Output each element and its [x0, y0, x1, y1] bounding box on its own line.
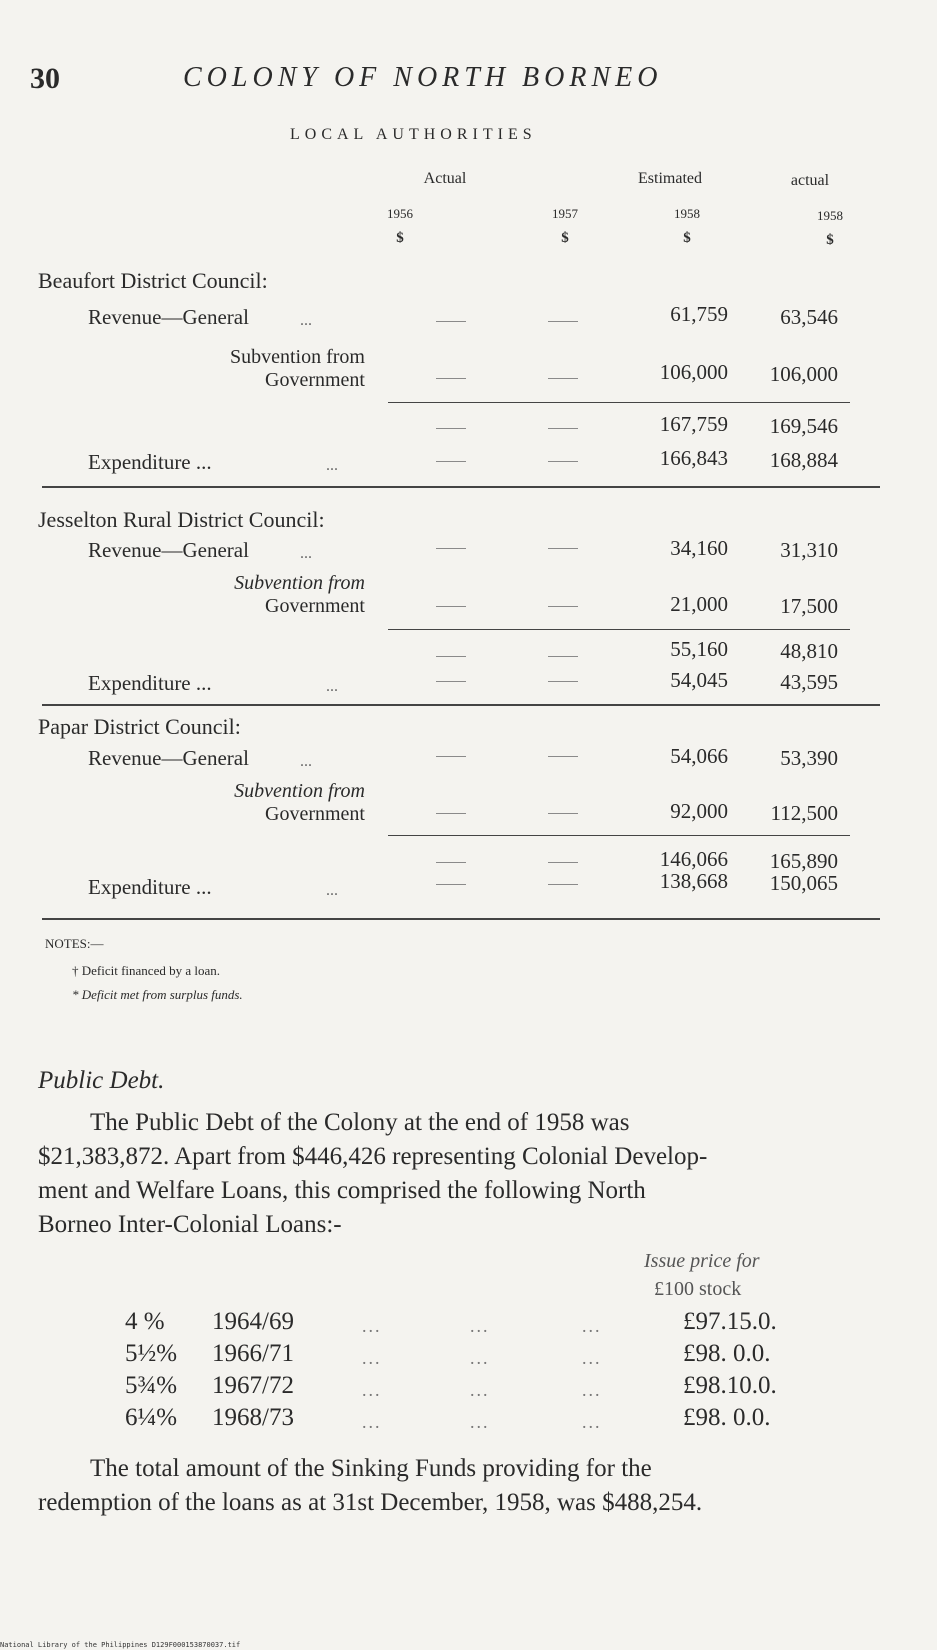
column-group-estimated: Estimated [638, 170, 702, 187]
dash-1956 [436, 813, 466, 814]
loan-years: 1967/72 [212, 1372, 294, 1399]
subvention-line2: Government [265, 595, 365, 617]
dash-1956 [436, 606, 466, 607]
dash-1956 [436, 884, 466, 885]
public-debt-heading: Public Debt. [38, 1067, 165, 1094]
loan-price: £98. 0.0. [683, 1404, 771, 1431]
dash-1956 [436, 428, 466, 429]
loan-years: 1966/71 [212, 1340, 294, 1367]
loan-price: £98.10.0. [683, 1372, 777, 1399]
section-rule [42, 486, 880, 488]
loan-years: 1968/73 [212, 1404, 294, 1431]
paragraph-line: The Public Debt of the Colony at the end of 1958 was [90, 1109, 630, 1136]
subvention-1958-estimated: 92,000 [670, 799, 728, 823]
subtotal-rule [388, 835, 850, 836]
subvention-line1: Subvention from [230, 346, 365, 368]
expenditure-label: Expenditure ... [88, 875, 212, 899]
subvention-1958-actual: 112,500 [770, 801, 838, 825]
total-1958-estimated: 167,759 [659, 412, 728, 436]
leader-dots: ... [582, 1412, 602, 1432]
loan-price: £98. 0.0. [683, 1340, 771, 1367]
leader-dots: ... [470, 1316, 490, 1336]
council-name: Papar District Council: [38, 714, 241, 739]
dash-1957 [548, 461, 578, 462]
subtotal-rule [388, 402, 850, 403]
year-1956: 1956 [387, 206, 413, 221]
leader-dots: ... [362, 1380, 382, 1400]
dash-1957 [548, 681, 578, 682]
dash-1957 [548, 756, 578, 757]
loan-rate: 5¾% [125, 1372, 178, 1399]
expenditure-label: Expenditure ... [88, 671, 212, 695]
section-rule [42, 918, 880, 920]
dash-1957 [548, 884, 578, 885]
section-title: LOCAL AUTHORITIES [290, 126, 537, 143]
currency-1958-estimated: $ [683, 230, 691, 246]
closing-line: redemption of the loans as at 31st December, 1958, was $488,254. [38, 1489, 703, 1516]
column-group-actual: Actual [423, 170, 467, 187]
dash-1957 [548, 813, 578, 814]
leader-dots: ... [300, 312, 312, 329]
dash-1956 [436, 378, 466, 379]
council-name: Jesselton Rural District Council: [38, 507, 325, 532]
subtotal-rule [388, 629, 850, 630]
subvention-label [175, 346, 365, 392]
subvention-1958-actual: 106,000 [769, 362, 838, 386]
revenue-general-1958-actual: 31,310 [780, 538, 838, 562]
closing-line: The total amount of the Sinking Funds providing for the [90, 1455, 652, 1482]
dash-1956 [436, 756, 466, 757]
leader-dots: ... [470, 1348, 490, 1368]
dash-1957 [548, 656, 578, 657]
note-loan: † Deficit financed by a loan. [72, 963, 220, 978]
revenue-general-1958-estimated: 54,066 [670, 744, 728, 768]
total-1958-estimated: 146,066 [659, 847, 728, 871]
currency-1957: $ [561, 230, 569, 246]
scan-footer: National Library of the Philippines D129F000153870037.tif [0, 1641, 241, 1649]
leader-dots: ... [582, 1348, 602, 1368]
leader-dots: ... [362, 1316, 382, 1336]
leader-dots: ... [326, 457, 338, 474]
issue-price-heading: Issue price for [644, 1250, 760, 1272]
revenue-general-1958-estimated: 61,759 [670, 302, 728, 326]
leader-dots: ... [470, 1380, 490, 1400]
total-1958-actual: 169,546 [769, 414, 838, 438]
loan-rate: 4 % [125, 1308, 165, 1335]
dash-1957 [548, 548, 578, 549]
dash-1957 [548, 862, 578, 863]
leader-dots: ... [300, 753, 312, 770]
leader-dots: ... [470, 1412, 490, 1432]
revenue-general-1958-estimated: 34,160 [670, 536, 728, 560]
leader-dots: ... [582, 1316, 602, 1336]
subvention-label [175, 780, 365, 826]
year-1957: 1957 [552, 206, 578, 221]
subvention-1958-actual: 17,500 [780, 594, 838, 618]
total-1958-actual: 48,810 [780, 639, 838, 663]
issue-price-subheading: £100 stock [654, 1278, 742, 1300]
dash-1956 [436, 321, 466, 322]
dash-1956 [436, 461, 466, 462]
note-surplus: * Deficit met from surplus funds. [72, 987, 243, 1002]
leader-dots: ... [326, 678, 338, 695]
column-group-actual-1958: actual [790, 172, 830, 189]
leader-dots: ... [326, 882, 338, 899]
dash-1957 [548, 428, 578, 429]
expenditure-1958-estimated: 166,843 [659, 446, 728, 470]
section-rule [42, 704, 880, 706]
currency-1956: $ [396, 230, 404, 246]
revenue-general-1958-actual: 53,390 [780, 746, 838, 770]
dash-1956 [436, 656, 466, 657]
notes-heading: NOTES:— [45, 936, 104, 951]
expenditure-1958-estimated: 138,668 [659, 869, 728, 893]
loan-rate: 5½% [125, 1340, 178, 1367]
dash-1956 [436, 862, 466, 863]
loan-rate: 6¼% [125, 1404, 178, 1431]
revenue-general-label: Revenue—General [88, 538, 249, 562]
leader-dots: ... [582, 1380, 602, 1400]
council-name: Beaufort District Council: [38, 268, 268, 293]
expenditure-1958-actual: 43,595 [780, 670, 838, 694]
subvention-label [175, 572, 365, 618]
dash-1957 [548, 321, 578, 322]
paragraph-line: Borneo Inter-Colonial Loans:- [38, 1211, 342, 1238]
dash-1957 [548, 378, 578, 379]
expenditure-label: Expenditure ... [88, 450, 212, 474]
total-1958-estimated: 55,160 [670, 637, 728, 661]
dash-1957 [548, 606, 578, 607]
paragraph-line: $21,383,872. Apart from $446,426 representing Colonial Develop- [38, 1143, 708, 1170]
revenue-general-1958-actual: 63,546 [780, 305, 838, 329]
paragraph-line: ment and Welfare Loans, this comprised the following North [38, 1177, 646, 1204]
revenue-general-label: Revenue—General [88, 305, 249, 329]
year-1958-actual: 1958 [817, 208, 843, 223]
loan-years: 1964/69 [212, 1308, 294, 1335]
subvention-1958-estimated: 106,000 [659, 360, 728, 384]
leader-dots: ... [362, 1412, 382, 1432]
loan-price: £97.15.0. [683, 1308, 777, 1335]
expenditure-1958-actual: 168,884 [769, 448, 838, 472]
expenditure-1958-estimated: 54,045 [670, 668, 728, 692]
year-1958-estimated: 1958 [674, 206, 700, 221]
expenditure-1958-actual: 150,065 [769, 871, 838, 895]
subvention-1958-estimated: 21,000 [670, 592, 728, 616]
running-title: COLONY OF NORTH BORNEO [183, 62, 663, 93]
subvention-line2: Government [265, 803, 365, 825]
currency-1958-actual: $ [826, 232, 834, 248]
total-1958-actual: 165,890 [769, 849, 838, 873]
leader-dots: ... [300, 545, 312, 562]
dash-1956 [436, 681, 466, 682]
revenue-general-label: Revenue—General [88, 746, 249, 770]
subvention-line1: Subvention from [234, 572, 365, 594]
dash-1956 [436, 548, 466, 549]
page-number: 30 [30, 62, 60, 95]
leader-dots: ... [362, 1348, 382, 1368]
subvention-line2: Government [265, 369, 365, 391]
subvention-line1: Subvention from [234, 780, 365, 802]
